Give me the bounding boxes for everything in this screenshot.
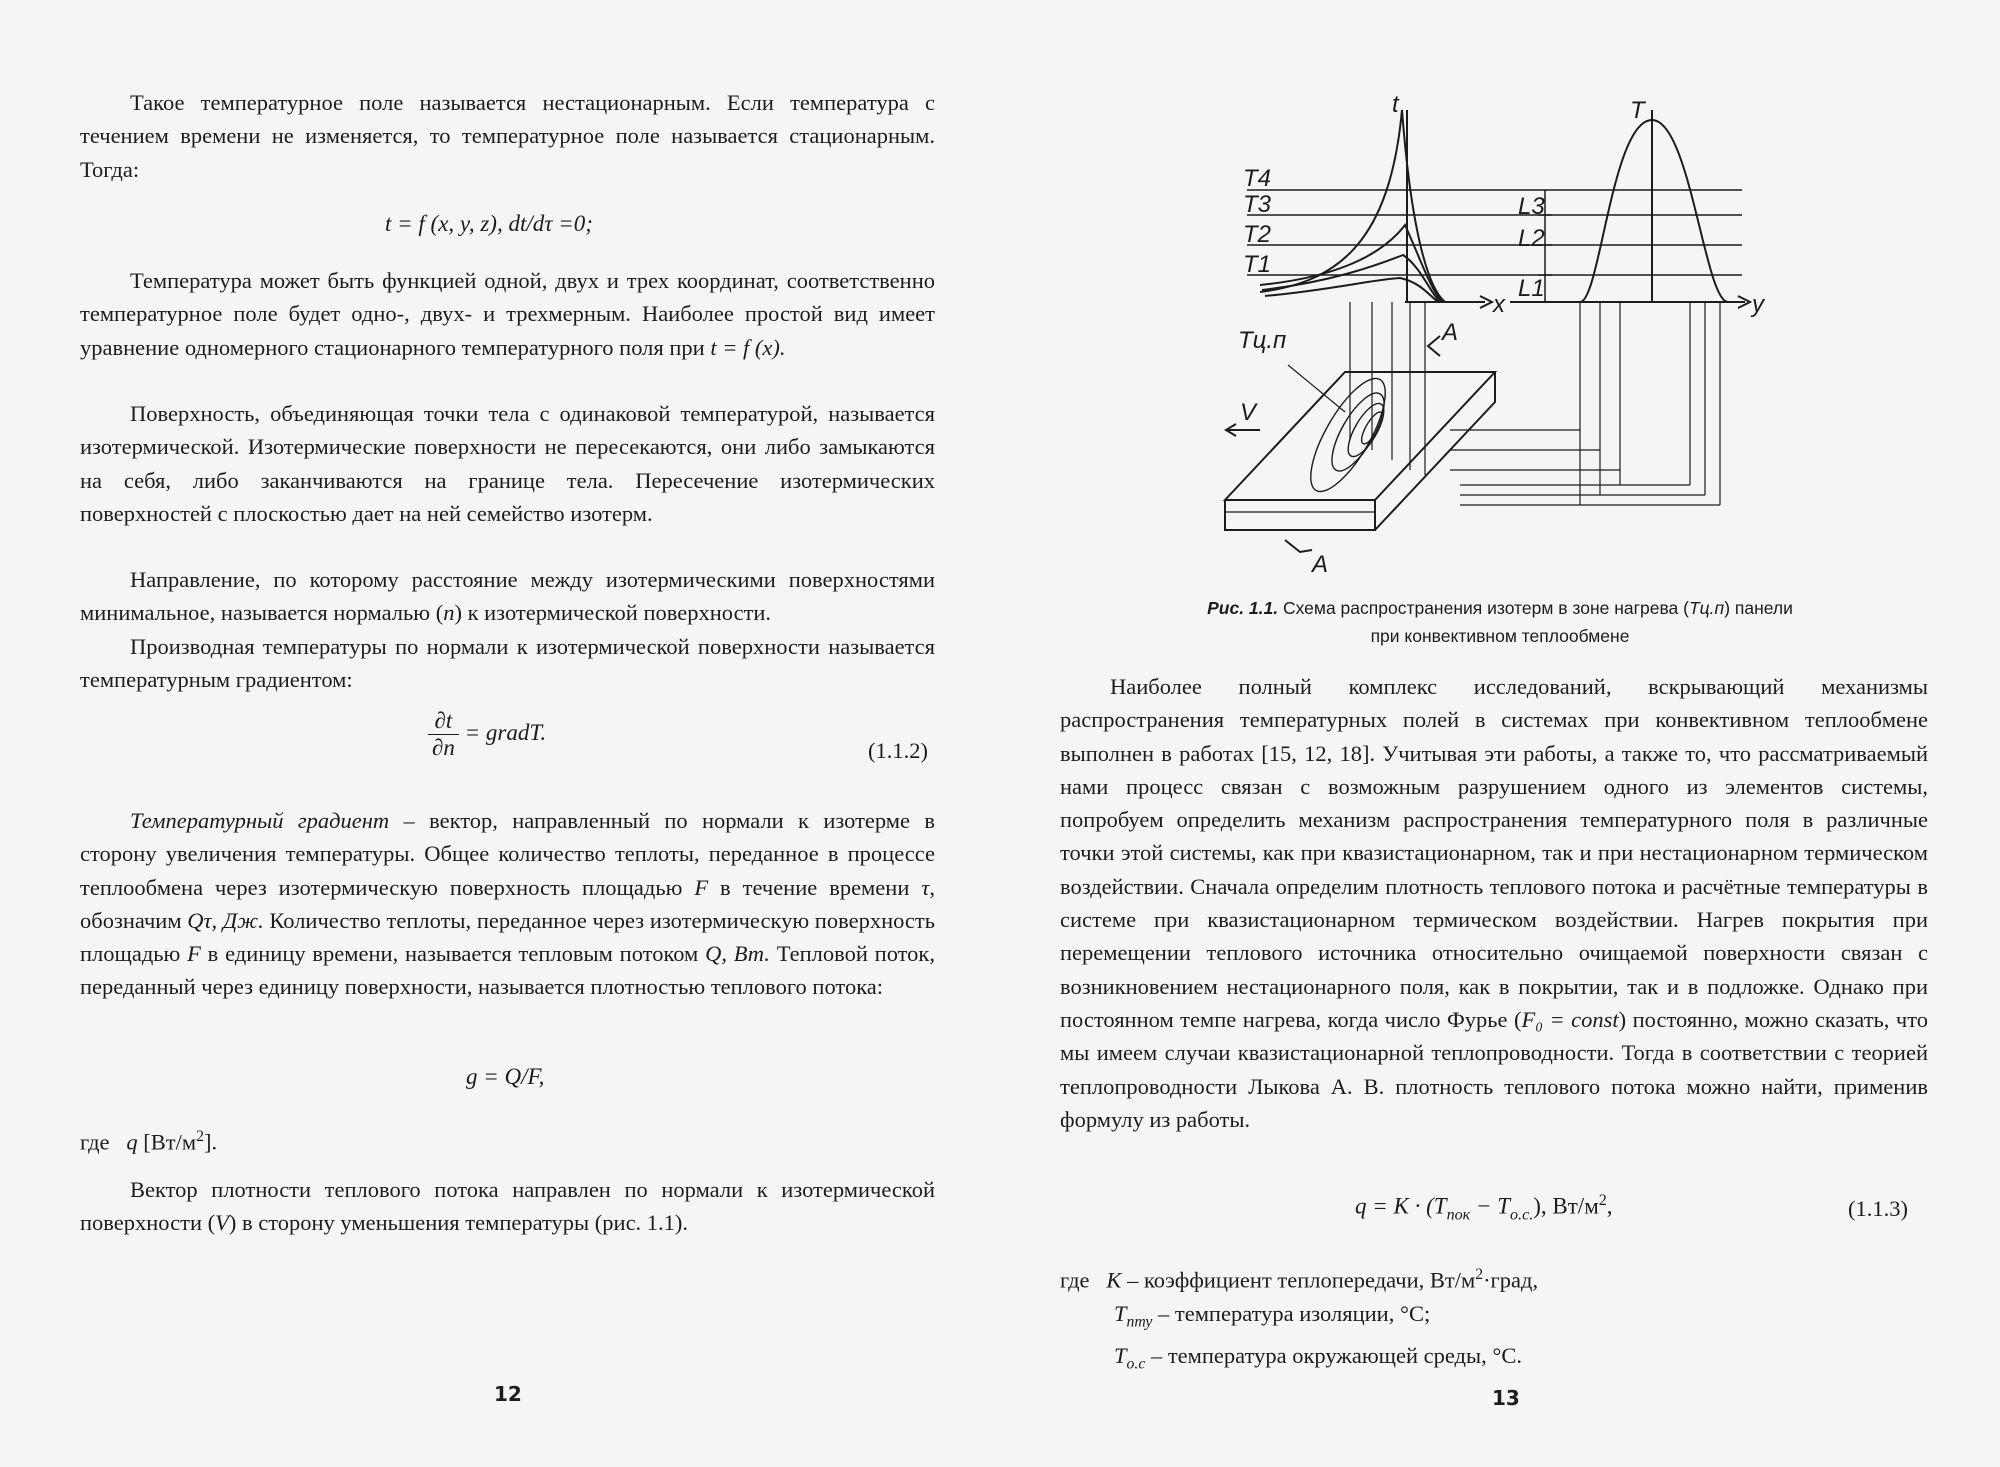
paragraph-6-text-a: – вектор, направленный по нормали к изотерме в сторону увеличения температуры. Общее количество теплоты, переданное в процессе теплообмена через изотермическую поверхность площадью — [80, 808, 935, 900]
paragraph-5: Производная температуры по нормали к изотермической поверхности называется температурным градиентом: — [80, 634, 935, 693]
Tcp-leader-line — [1288, 365, 1345, 412]
paragraph-6-text-e: в единицу времени, называется тепловым потоком — [200, 941, 706, 967]
paragraph-3: Поверхность, объединяющая точки тела с одинаковой температурой, называется изотермической. Изотермические поверхности не пересекаются, они либо замыкаются на себя, либо заканчиваются на границе тела. Пересечение изотермических поверхностей с плоскостью дает на ней семейство изотерм. — [80, 401, 935, 526]
gradient-fraction — [428, 708, 459, 761]
def-Tos-symbol: T — [1114, 1342, 1127, 1368]
paragraph-right-1 — [1060, 670, 1928, 1136]
peak-curve-3 — [1262, 255, 1440, 302]
eq-sub-pok: пок — [1446, 1206, 1471, 1224]
figure-caption — [1000, 594, 2000, 650]
label-x: x — [1493, 291, 1505, 318]
paragraph-4-text-a: Направление, по которому расстояние между изотермическими поверхностями минимальное, называется нормалью ( — [80, 567, 935, 626]
eq-mid: − T — [1470, 1193, 1510, 1219]
flux-unit: [Вт/м — [143, 1129, 197, 1155]
def-K-symbol: K — [1106, 1267, 1122, 1293]
heat-flux-symbol: Q, Вт. — [705, 941, 770, 967]
equation-flux-density: g = Q/F, — [466, 1064, 545, 1089]
caption-line-1 — [1000, 594, 2000, 622]
time-symbol: τ — [921, 874, 930, 900]
heat-quantity-symbol: Qτ, Дж. — [187, 907, 264, 933]
page-number-right: 13 — [1492, 1386, 1520, 1410]
paragraph-8 — [80, 1173, 935, 1240]
label-Tcp: Tц.п — [1238, 327, 1287, 354]
paragraph-4 — [80, 563, 935, 630]
label-L3: L3 — [1518, 193, 1545, 220]
panel-top-face — [1225, 372, 1495, 500]
paragraph-6-text-b: в течение времени — [708, 874, 922, 900]
def-K-end: ·град, — [1483, 1267, 1539, 1293]
def-Tos-text: – температура окружающей среды, °С. — [1145, 1342, 1522, 1368]
paragraph-right-1-end: ) постоянно, можно сказать, что мы имеем случаи квазистационарной теплопроводности. Тогда в соответствии с теорией теплопроводности Лыкова А. В. плотность теплового потока можно найти, применив формулу из работы. — [1060, 1006, 1929, 1132]
label-T2: T2 — [1243, 221, 1272, 248]
flux-density-symbol: q — [126, 1129, 138, 1155]
def-K-exponent: 2 — [1475, 1266, 1484, 1283]
isotherm-figure — [1000, 0, 2000, 590]
paragraph-6-text-c: , обозначим — [80, 874, 935, 933]
definition-K — [1060, 1258, 1928, 1297]
area-symbol: F — [694, 874, 709, 900]
eq-rhs: ), Вт/м — [1533, 1193, 1599, 1219]
equation-stationary: t = f (x, y, z), dt/dτ =0; — [385, 211, 593, 236]
term-temperature-gradient: Температурный градиент — [130, 808, 390, 833]
ellipse-2 — [1322, 386, 1394, 478]
def-Tos-sub: о.с — [1126, 1355, 1146, 1373]
paragraph-6 — [80, 804, 935, 1004]
label-V: V — [1240, 399, 1257, 426]
equation-gradient — [428, 708, 546, 761]
equation-heat-flux — [1355, 1192, 1613, 1224]
ellipse-outer — [1297, 369, 1399, 502]
def-T-symbol: T — [1114, 1300, 1127, 1326]
caption-line-2: при конвективном теплообмене — [1370, 626, 1630, 646]
paragraph-6-text-d: Количество теплоты, переданное через изотермическую поверхность площадью — [80, 907, 936, 967]
where-line — [80, 1120, 935, 1159]
vector-symbol: V — [215, 1210, 229, 1236]
equation-number-1-1-2: (1.1.2) — [868, 738, 928, 763]
paragraph-2-formula: t = f (x). — [710, 334, 786, 360]
eq-lhs: q = K · (T — [1355, 1193, 1447, 1219]
equation-number-1-1-3: (1.1.3) — [1848, 1196, 1908, 1221]
panel-front-face — [1225, 500, 1375, 530]
area-symbol-2: F — [187, 941, 201, 967]
right-page — [1000, 0, 2000, 1467]
label-y: y — [1752, 291, 1764, 318]
where-label-right: где — [1060, 1267, 1090, 1293]
paragraph-right-1-text: Наиболее полный комплекс исследований, вскрывающий механизмы распространения температурных полей в системах при конвективном теплообмене выполнен в работах [15, 12, 18]. Учитывая эти работы, а также то, что рассматриваемый нами процесс связан с возможным разрушением одного из элементов системы, попробуем определить механизм распространения температурного поля в различные точки этой системы, как при квазистационарном, так и при нестационарном термическом воздействии. Сначала определим плотность теплового потока и расчётные температуры в системе при квазистационарном термическом воздействии. Нагрев покрытия при перемещении теплового источника относительно очищаемой поверхности связан с возникновением нестационарного поля, как в покрытии, так и в подложке. Однако при постоянном темпе нагрева, когда число Фурье ( — [1060, 674, 1928, 1032]
projection-lines — [1350, 302, 1720, 505]
section-arrow-top — [1428, 336, 1440, 356]
fourier-number: F₀ = const — [1521, 1006, 1619, 1032]
label-T4: T4 — [1243, 165, 1272, 192]
peak-curve-2 — [1260, 225, 1442, 302]
eq-sub-os: о.с. — [1510, 1206, 1534, 1224]
panel-side-face — [1375, 372, 1495, 530]
isotherm-ellipses — [1297, 369, 1399, 502]
page-number-left: 12 — [494, 1382, 522, 1406]
label-T3: T3 — [1243, 191, 1272, 218]
label-L2: L2 — [1518, 225, 1545, 252]
gradient-denominator: ∂n — [432, 735, 455, 760]
definition-Tos — [1060, 1339, 1928, 1381]
paragraph-8-text-a: Вектор плотности теплового потока направлен по нормали к изотермической поверхности ( — [80, 1177, 935, 1236]
paragraph-8-text-b: ) в сторону уменьшения температуры (рис. 1.1). — [228, 1210, 689, 1236]
where-label: где — [80, 1129, 110, 1155]
caption-symbol: Tц.п — [1688, 598, 1725, 618]
label-T: T — [1630, 97, 1645, 124]
paragraph-1: Такое температурное поле называется нестационарным. Если температура с течением времени не изменяется, то температурное поле называется стационарным. Тогда: — [80, 90, 935, 182]
normal-symbol: n — [443, 600, 455, 626]
isotherm-level-lines — [1247, 190, 1742, 275]
definitions-block — [1060, 1258, 1928, 1380]
label-L1: L1 — [1518, 275, 1545, 302]
flux-unit-end: ]. — [204, 1129, 218, 1155]
paragraph-4-text-b: ) к изотермической поверхности. — [454, 600, 772, 626]
caption-text: Схема распространения изотерм в зоне нагрева ( — [1278, 598, 1689, 618]
flux-unit-exponent: 2 — [196, 1128, 204, 1145]
caption-line-1-end: ) панели — [1724, 598, 1793, 618]
def-T-sub: пту — [1126, 1313, 1153, 1331]
peak-curve-1 — [1260, 110, 1445, 302]
paragraph-6-text-f: Тепловой поток, переданный через единицу поверхности, называется плотностью теплового потока: — [80, 941, 935, 1000]
label-A-bottom: A — [1312, 551, 1329, 578]
gradient-numerator: ∂t — [428, 708, 459, 735]
definition-Tpty — [1060, 1297, 1928, 1339]
caption-prefix: Рис. 1.1. — [1207, 598, 1279, 618]
paragraph-2-text: Температура может быть функцией одной, двух и трех координат, соответственно температурное поле будет одно-, двух- и трехмерным. Наиболее простой вид имеет уравнение одномерного стационарного температурного поля при — [80, 268, 935, 360]
gradient-rhs: = gradT. — [464, 719, 547, 745]
eq-comma: , — [1606, 1193, 1613, 1219]
def-K-text: – коэффициент теплопередачи, Вт/м — [1121, 1267, 1476, 1293]
ellipse-3 — [1341, 399, 1390, 462]
label-A-top: A — [1442, 319, 1459, 346]
def-T-text: – температура изоляции, °С; — [1152, 1300, 1431, 1326]
label-t: t — [1392, 91, 1399, 118]
section-arrow-bottom — [1285, 540, 1312, 552]
label-T1: T1 — [1243, 251, 1272, 278]
eq-exponent: 2 — [1598, 1192, 1607, 1209]
paragraph-2 — [80, 264, 935, 364]
